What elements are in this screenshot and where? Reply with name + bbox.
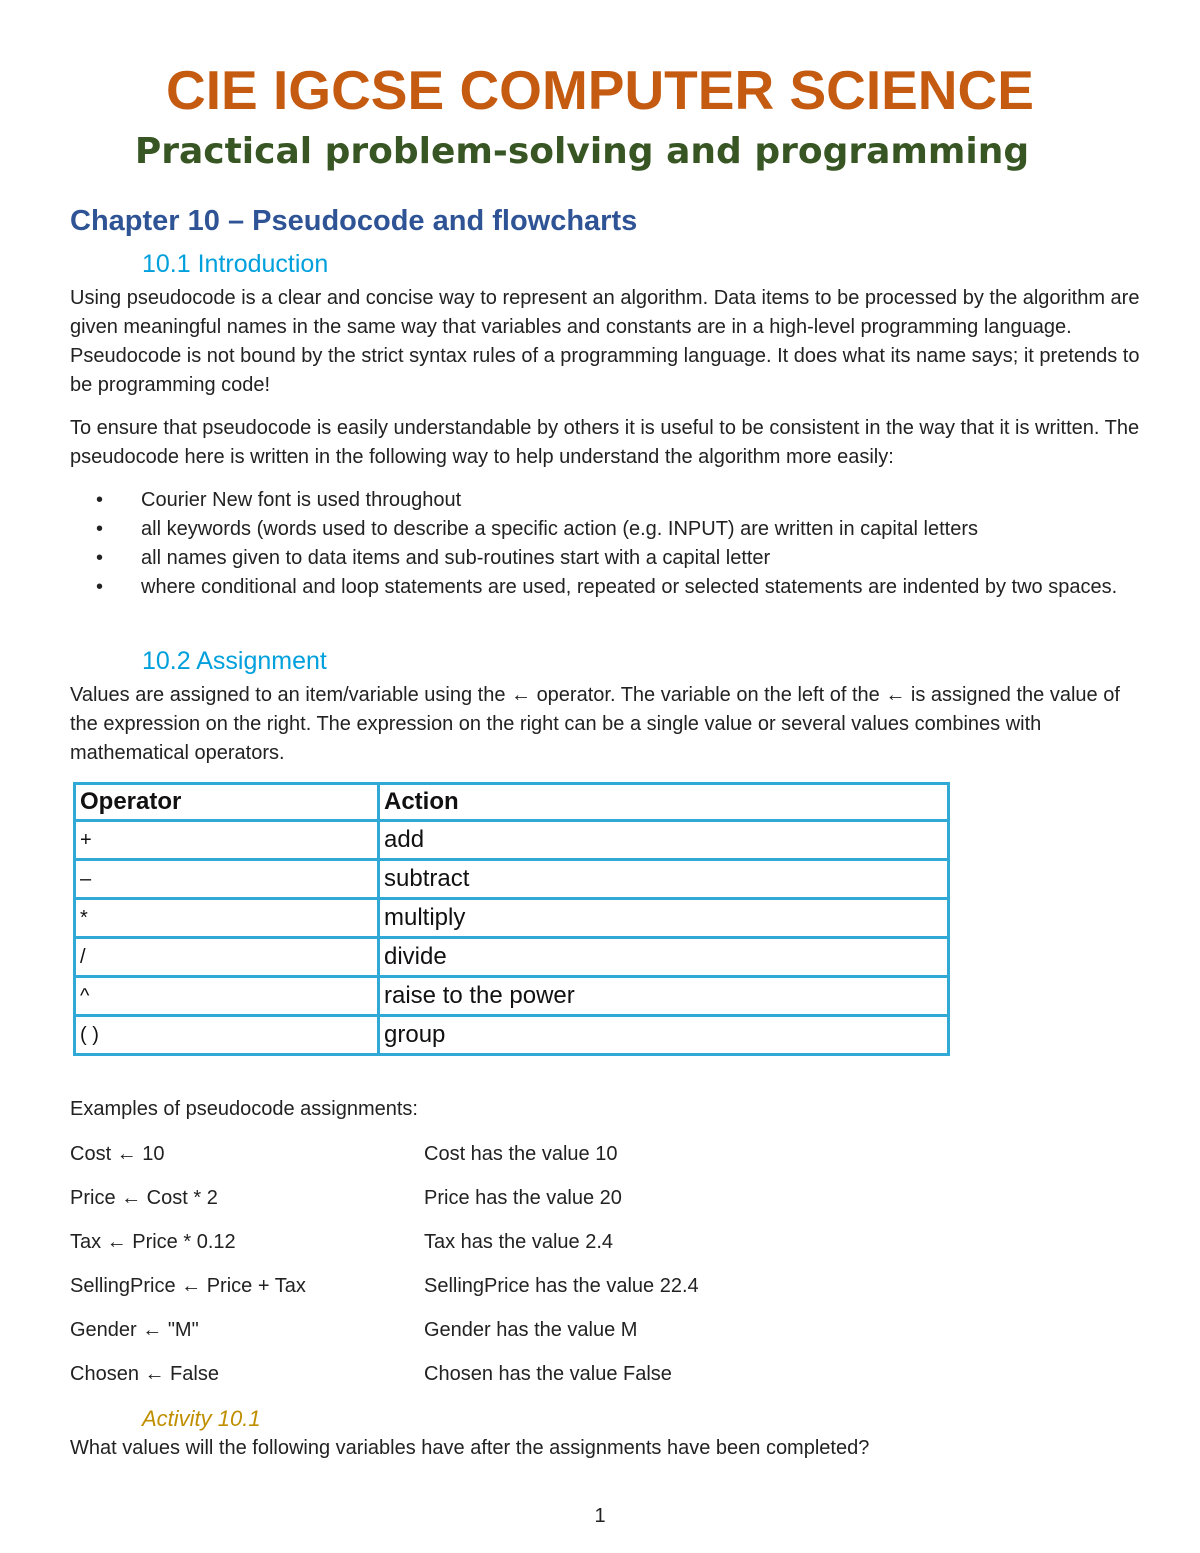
page-number: 1: [594, 1505, 606, 1527]
table-row: [75, 1016, 949, 1055]
table-row: [75, 821, 949, 860]
activity-question: What values will the following variables have after the assignments have been completed?: [70, 1437, 870, 1459]
table-row: [75, 860, 949, 899]
operator-cell: +: [75, 821, 379, 860]
example-result: Gender has the value M: [424, 1319, 638, 1341]
example-statement: Chosen ← False: [70, 1363, 219, 1385]
document-title: CIE IGCSE COMPUTER SCIENCE: [166, 59, 1034, 121]
column-header-action: Action: [379, 784, 949, 821]
examples-intro: Examples of pseudocode assignments:: [70, 1098, 418, 1120]
operator-cell: /: [75, 938, 379, 977]
list-item: • all names given to data items and sub-routines start with a capital letter: [70, 544, 1130, 573]
operator-cell: ( ): [75, 1016, 379, 1055]
section-heading-introduction: 10.1 Introduction: [142, 250, 329, 278]
action-cell: add: [379, 821, 949, 860]
action-cell: group: [379, 1016, 949, 1055]
column-header-operator: Operator: [75, 784, 379, 821]
chapter-heading: Chapter 10 – Pseudocode and flowcharts: [70, 205, 638, 237]
bullet-icon: •: [96, 547, 104, 569]
bullet-icon: •: [96, 518, 104, 540]
action-cell: multiply: [379, 899, 949, 938]
table-header-row: [75, 784, 949, 821]
action-cell: subtract: [379, 860, 949, 899]
table-row: [75, 938, 949, 977]
list-item: • all keywords (words used to describe a specific action (e.g. INPUT) are written in capital letters: [70, 515, 1130, 544]
operator-cell: ^: [75, 977, 379, 1016]
example-statement: Tax ← Price * 0.12: [70, 1231, 236, 1253]
example-statement: Price ← Cost * 2: [70, 1187, 218, 1209]
table-row: [75, 977, 949, 1016]
operator-table: [73, 782, 950, 1056]
action-cell: raise to the power: [379, 977, 949, 1016]
action-cell: divide: [379, 938, 949, 977]
example-result: Chosen has the value False: [424, 1363, 672, 1385]
table-row: [75, 899, 949, 938]
bullet-icon: •: [96, 489, 104, 511]
example-statement: Gender ← "M": [70, 1319, 199, 1341]
conventions-list: [70, 486, 1130, 602]
intro-paragraph-1: Using pseudocode is a clear and concise way to represent an algorithm. Data items to be processed by the algorithm are given meaningful names in the same way that variables and constants are in a high-level programming language. Pseudocode is not bound by the strict syntax rules of a programming language. It does what its name says; it pretends to be programming code!: [70, 287, 1140, 396]
intro-paragraph-2: To ensure that pseudocode is easily understandable by others it is useful to be consistent in the way that it is written. The pseudocode here is written in the following way to help understand the algorithm more easily:: [70, 417, 1140, 468]
example-statement: Cost ← 10: [70, 1143, 165, 1165]
example-result: Price has the value 20: [424, 1187, 622, 1209]
bullet-icon: •: [96, 576, 104, 598]
operator-cell: *: [75, 899, 379, 938]
example-statement: SellingPrice ← Price + Tax: [70, 1275, 306, 1297]
list-item: • Courier New font is used throughout: [70, 486, 1130, 515]
operator-cell: –: [75, 860, 379, 899]
example-result: Tax has the value 2.4: [424, 1231, 614, 1253]
example-result: SellingPrice has the value 22.4: [424, 1275, 699, 1297]
list-item: • where conditional and loop statements are used, repeated or selected statements are indented by two spaces.: [70, 573, 1130, 602]
assignment-paragraph: Values are assigned to an item/variable using the ← operator. The variable on the left of the ← is assigned the value of the expression on the right. The expression on the right can be a single value or several values combines with mathematical operators.: [70, 684, 1120, 764]
activity-heading: Activity 10.1: [142, 1406, 261, 1431]
document-subtitle: Practical problem-solving and programming: [134, 131, 1030, 172]
example-result: Cost has the value 10: [424, 1143, 618, 1165]
section-heading-assignment: 10.2 Assignment: [142, 647, 327, 675]
